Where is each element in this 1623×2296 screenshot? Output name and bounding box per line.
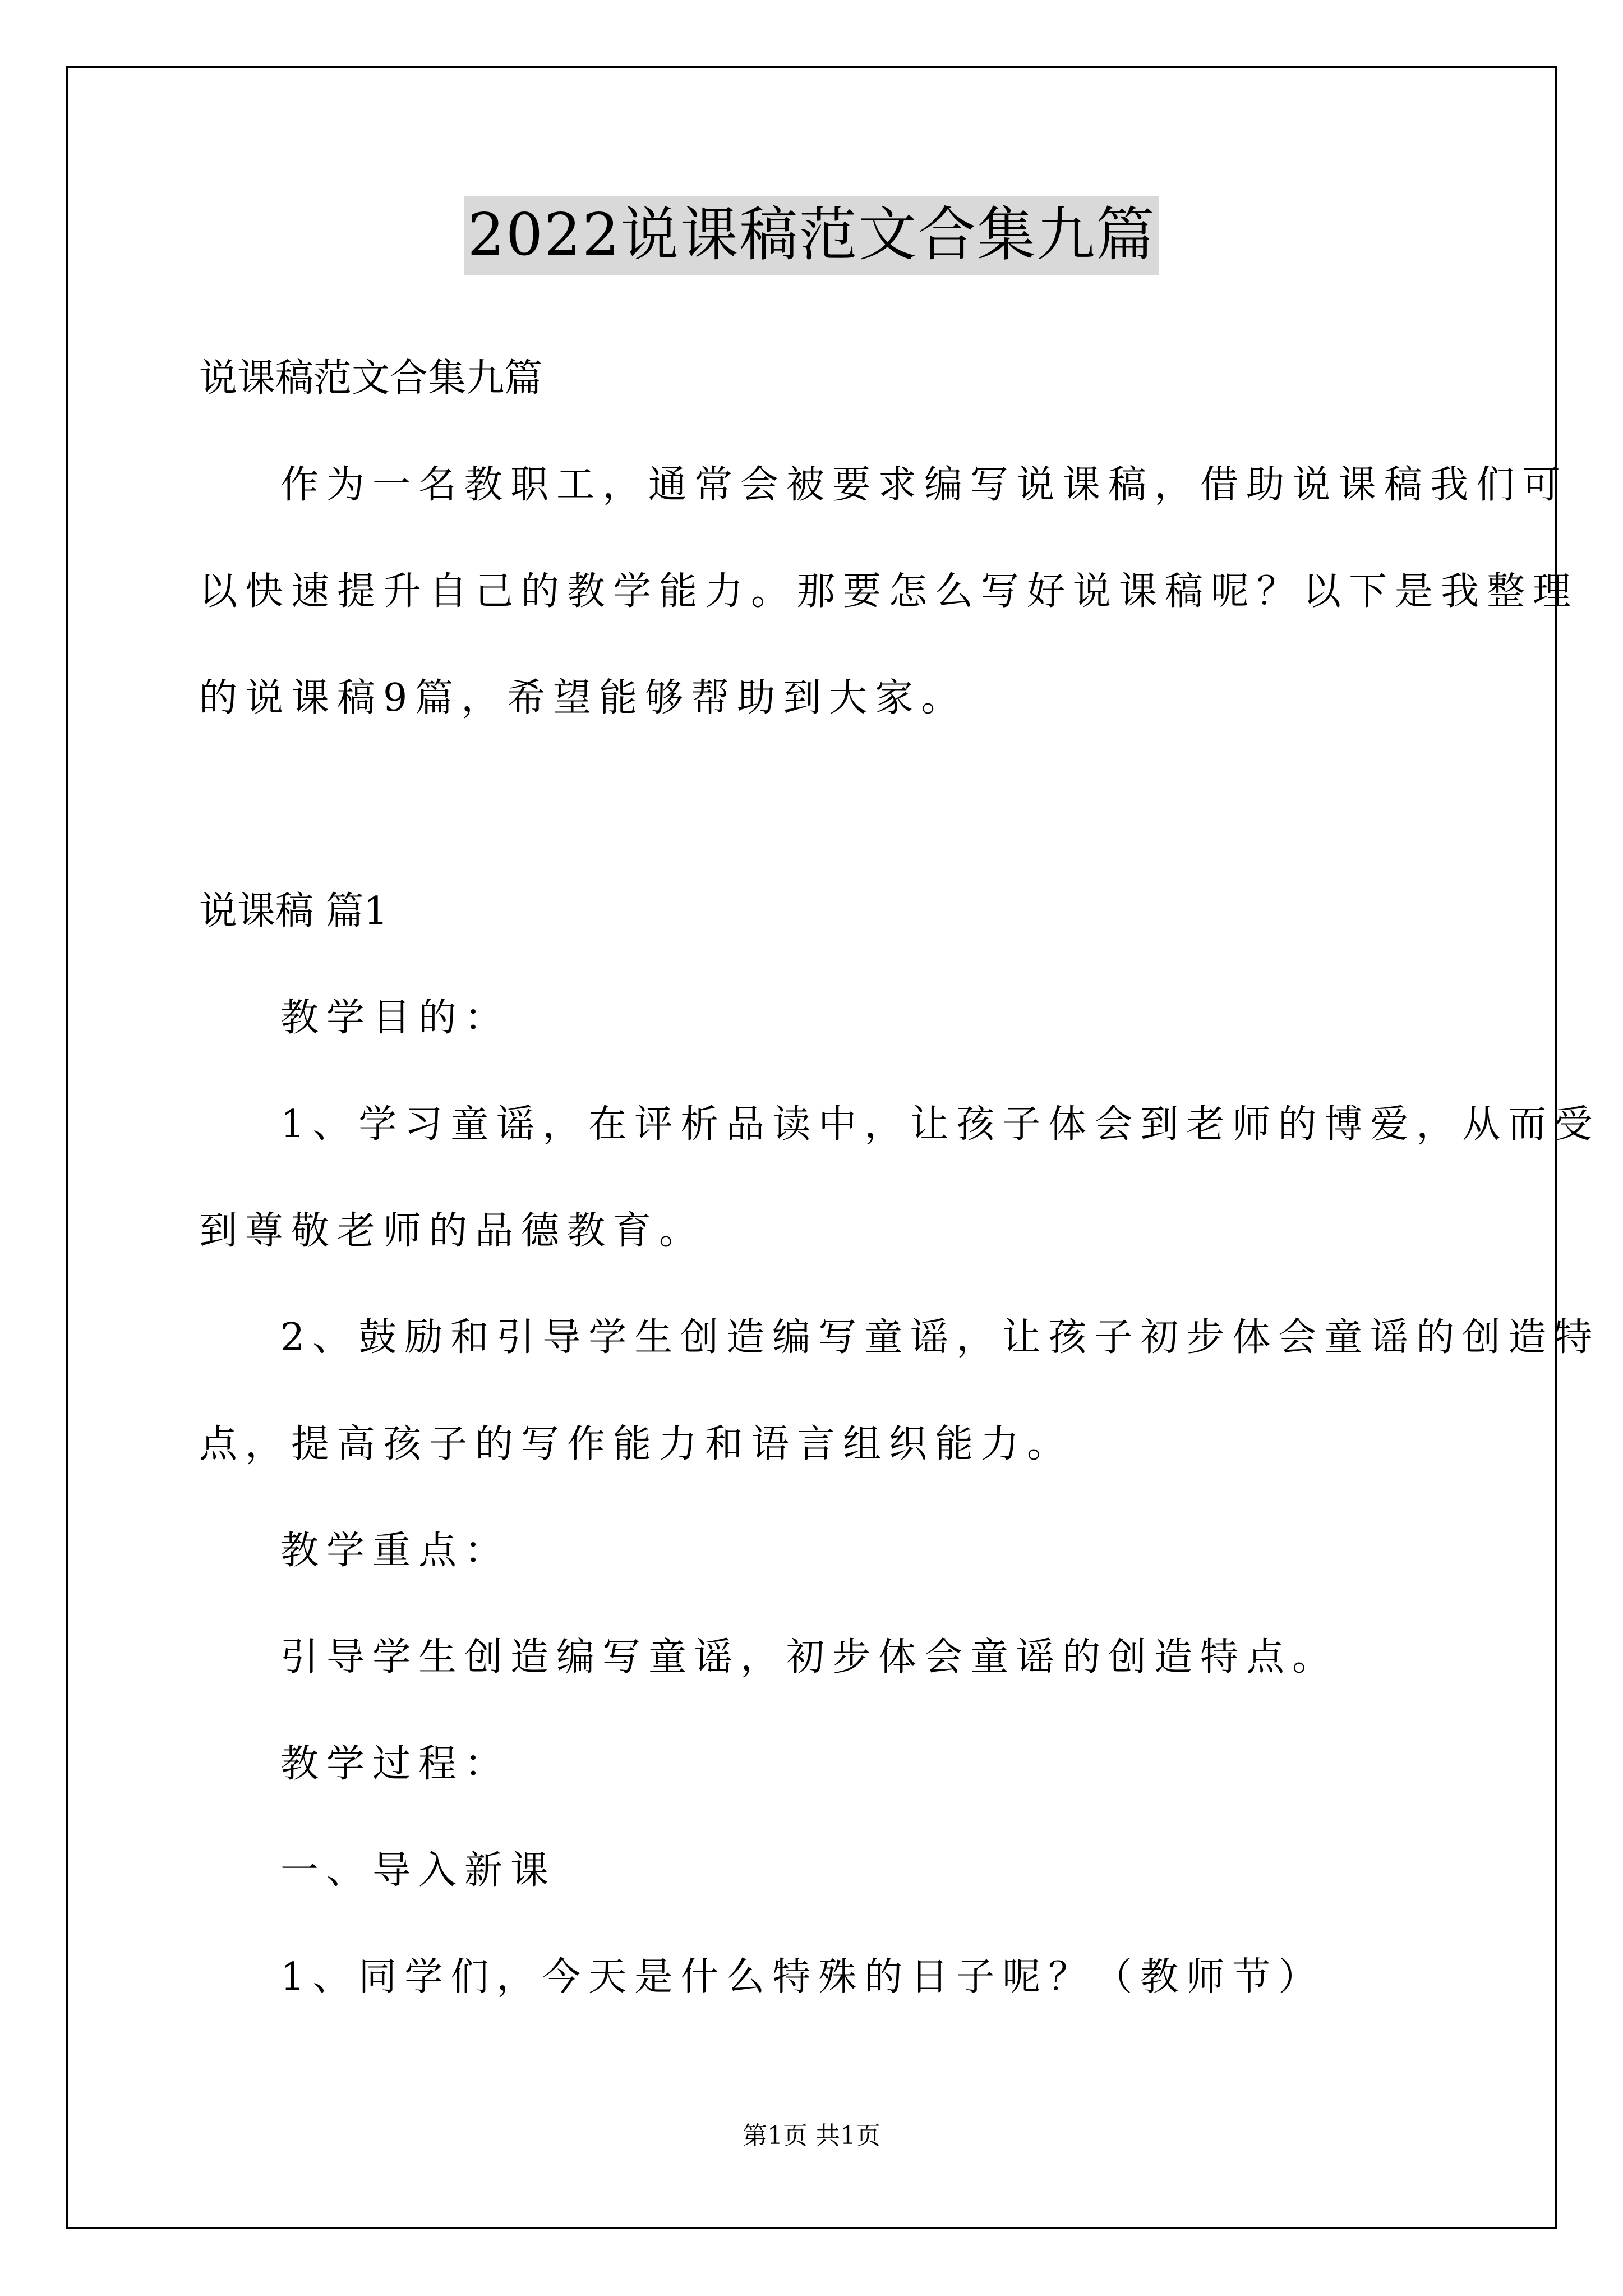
paragraph-line: 教学过程：	[280, 1742, 511, 1786]
paragraph-line: 到尊敬老师的品德教育。	[199, 1209, 706, 1253]
intro-line-3: 的说课稿9篇，希望能够帮助到大家。	[199, 676, 967, 720]
intro-line-1: 作为一名教职工，通常会被要求编写说课稿，借助说课稿我们可	[280, 463, 1569, 507]
paragraph-line: 1、学习童谣，在评析品读中，让孩子体会到老师的博爱，从而受	[280, 1102, 1601, 1147]
section-heading: 说课稿 篇1	[199, 889, 388, 933]
paragraph-line: 点，提高孩子的写作能力和语言组织能力。	[199, 1422, 1073, 1466]
intro-line-2: 以快速提升自己的教学能力。那要怎么写好说课稿呢？以下是我整理	[199, 569, 1579, 614]
paragraph-line: 引导学生创造编写童谣，初步体会童谣的创造特点。	[280, 1635, 1339, 1680]
paragraph-line: 2、鼓励和引导学生创造编写童谣，让孩子初步体会童谣的创造特	[280, 1315, 1601, 1360]
paragraph-line: 教学重点：	[280, 1529, 511, 1573]
page-footer: 第1页 共1页	[743, 2122, 880, 2150]
document-subtitle: 说课稿范文合集九篇	[199, 356, 543, 401]
document-title: 2022说课稿范文合集九篇	[464, 196, 1159, 275]
paragraph-line: 1、同学们，今天是什么特殊的日子呢？（教师节）	[280, 1955, 1325, 1999]
paragraph-line: 教学目的：	[280, 996, 511, 1040]
title-container	[0, 196, 1623, 275]
paragraph-line: 一、导入新课	[280, 1848, 557, 1893]
